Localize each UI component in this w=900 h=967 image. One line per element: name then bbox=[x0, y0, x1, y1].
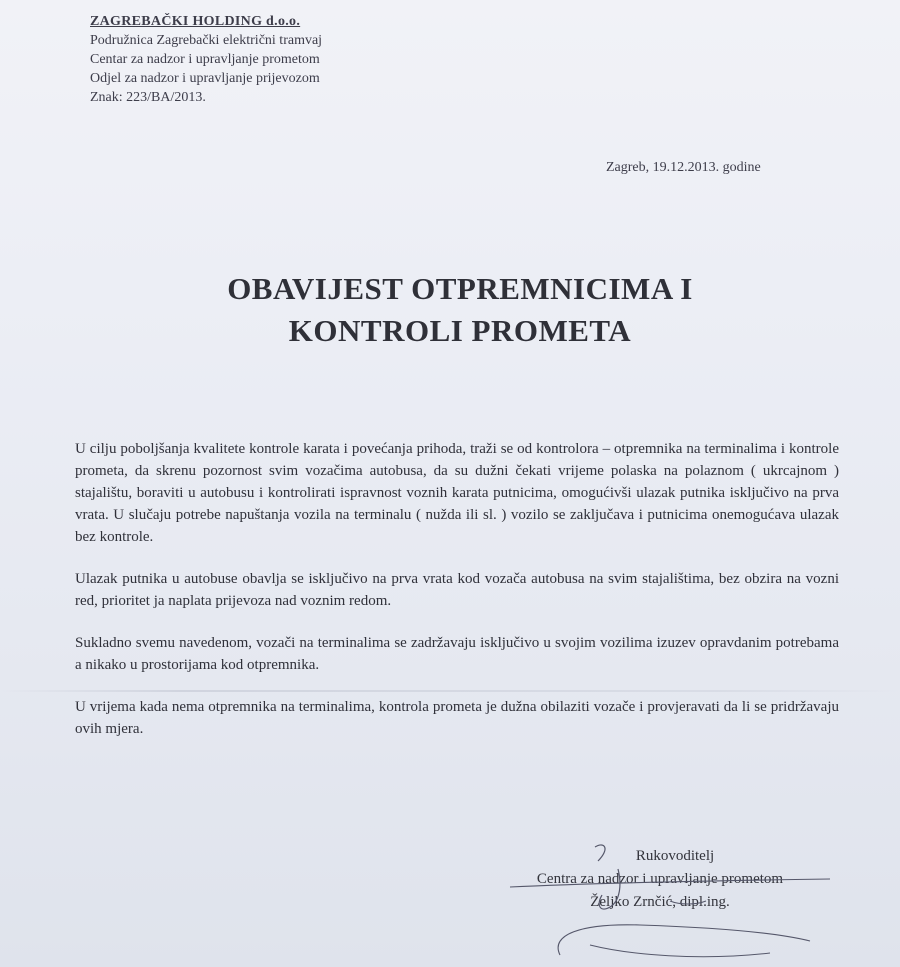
title-line-2: KONTROLI PROMETA bbox=[288, 313, 632, 348]
title-line-1: OBAVIJEST OTPREMNICIMA I bbox=[227, 271, 693, 306]
notice-body bbox=[75, 438, 839, 760]
signature-block bbox=[460, 845, 860, 914]
signatory-name: Željko Zrnčić, dipl.ing. bbox=[590, 894, 730, 910]
letterhead-line-1: Podružnica Zagrebački električni tramvaj bbox=[90, 33, 323, 48]
paragraph-4: U vrijema kada nema otpremnika na terminalima, kontrola prometa je dužna obilaziti vozače i provjeravati da li se pridržavaju ovih mjera. bbox=[75, 699, 839, 737]
reference-number: Znak: 223/BA/2013. bbox=[90, 90, 206, 105]
letterhead bbox=[90, 12, 322, 107]
signatory-department: Centra za nadzor i upravljanje prometom bbox=[536, 871, 784, 887]
document-date: Zagreb, 19.12.2013. godine bbox=[606, 160, 761, 175]
document-title bbox=[150, 268, 770, 352]
paragraph-1: U cilju poboljšanja kvalitete kontrole karata i povećanja prihoda, traži se od kontrolora – otpremnika na terminalima i kontrole prometa, da skrenu pozornost svim vozačima autobusa, da su dužni čekati vrijeme polaska na polaznom ( ukrcajnom ) stajalištu, boraviti u autobusu i kontrolirati ispravnost voznih karata putnicima, omogućivši ulazak putnika isključivo na prva vrata. U slučaju potrebe napuštanja vozila na terminalu ( nužda ili sl. ) vozilo se zaključava i putnicima onemogućava ulazak bez kontrole. bbox=[75, 441, 839, 545]
letterhead-line-2: Centar za nadzor i upravljanje prometom bbox=[90, 52, 320, 67]
letterhead-line-3: Odjel za nadzor i upravljanje prijevozom bbox=[90, 71, 320, 86]
company-name: ZAGREBAČKI HOLDING d.o.o. bbox=[90, 14, 301, 29]
paragraph-3: Sukladno svemu navedenom, vozači na terminalima se zadržavaju isključivo u svojim vozilima izuzev opravdanim potrebama a nikako u prostorijama kod otpremnika. bbox=[75, 635, 839, 673]
signatory-title: Rukovoditelj bbox=[635, 848, 715, 864]
paragraph-2: Ulazak putnika u autobuse obavlja se isključivo na prva vrata kod vozača autobusa na svim stajalištima, bez obzira na vozni red, prioritet ja naplata prijevoza nad voznim redom. bbox=[75, 571, 839, 609]
